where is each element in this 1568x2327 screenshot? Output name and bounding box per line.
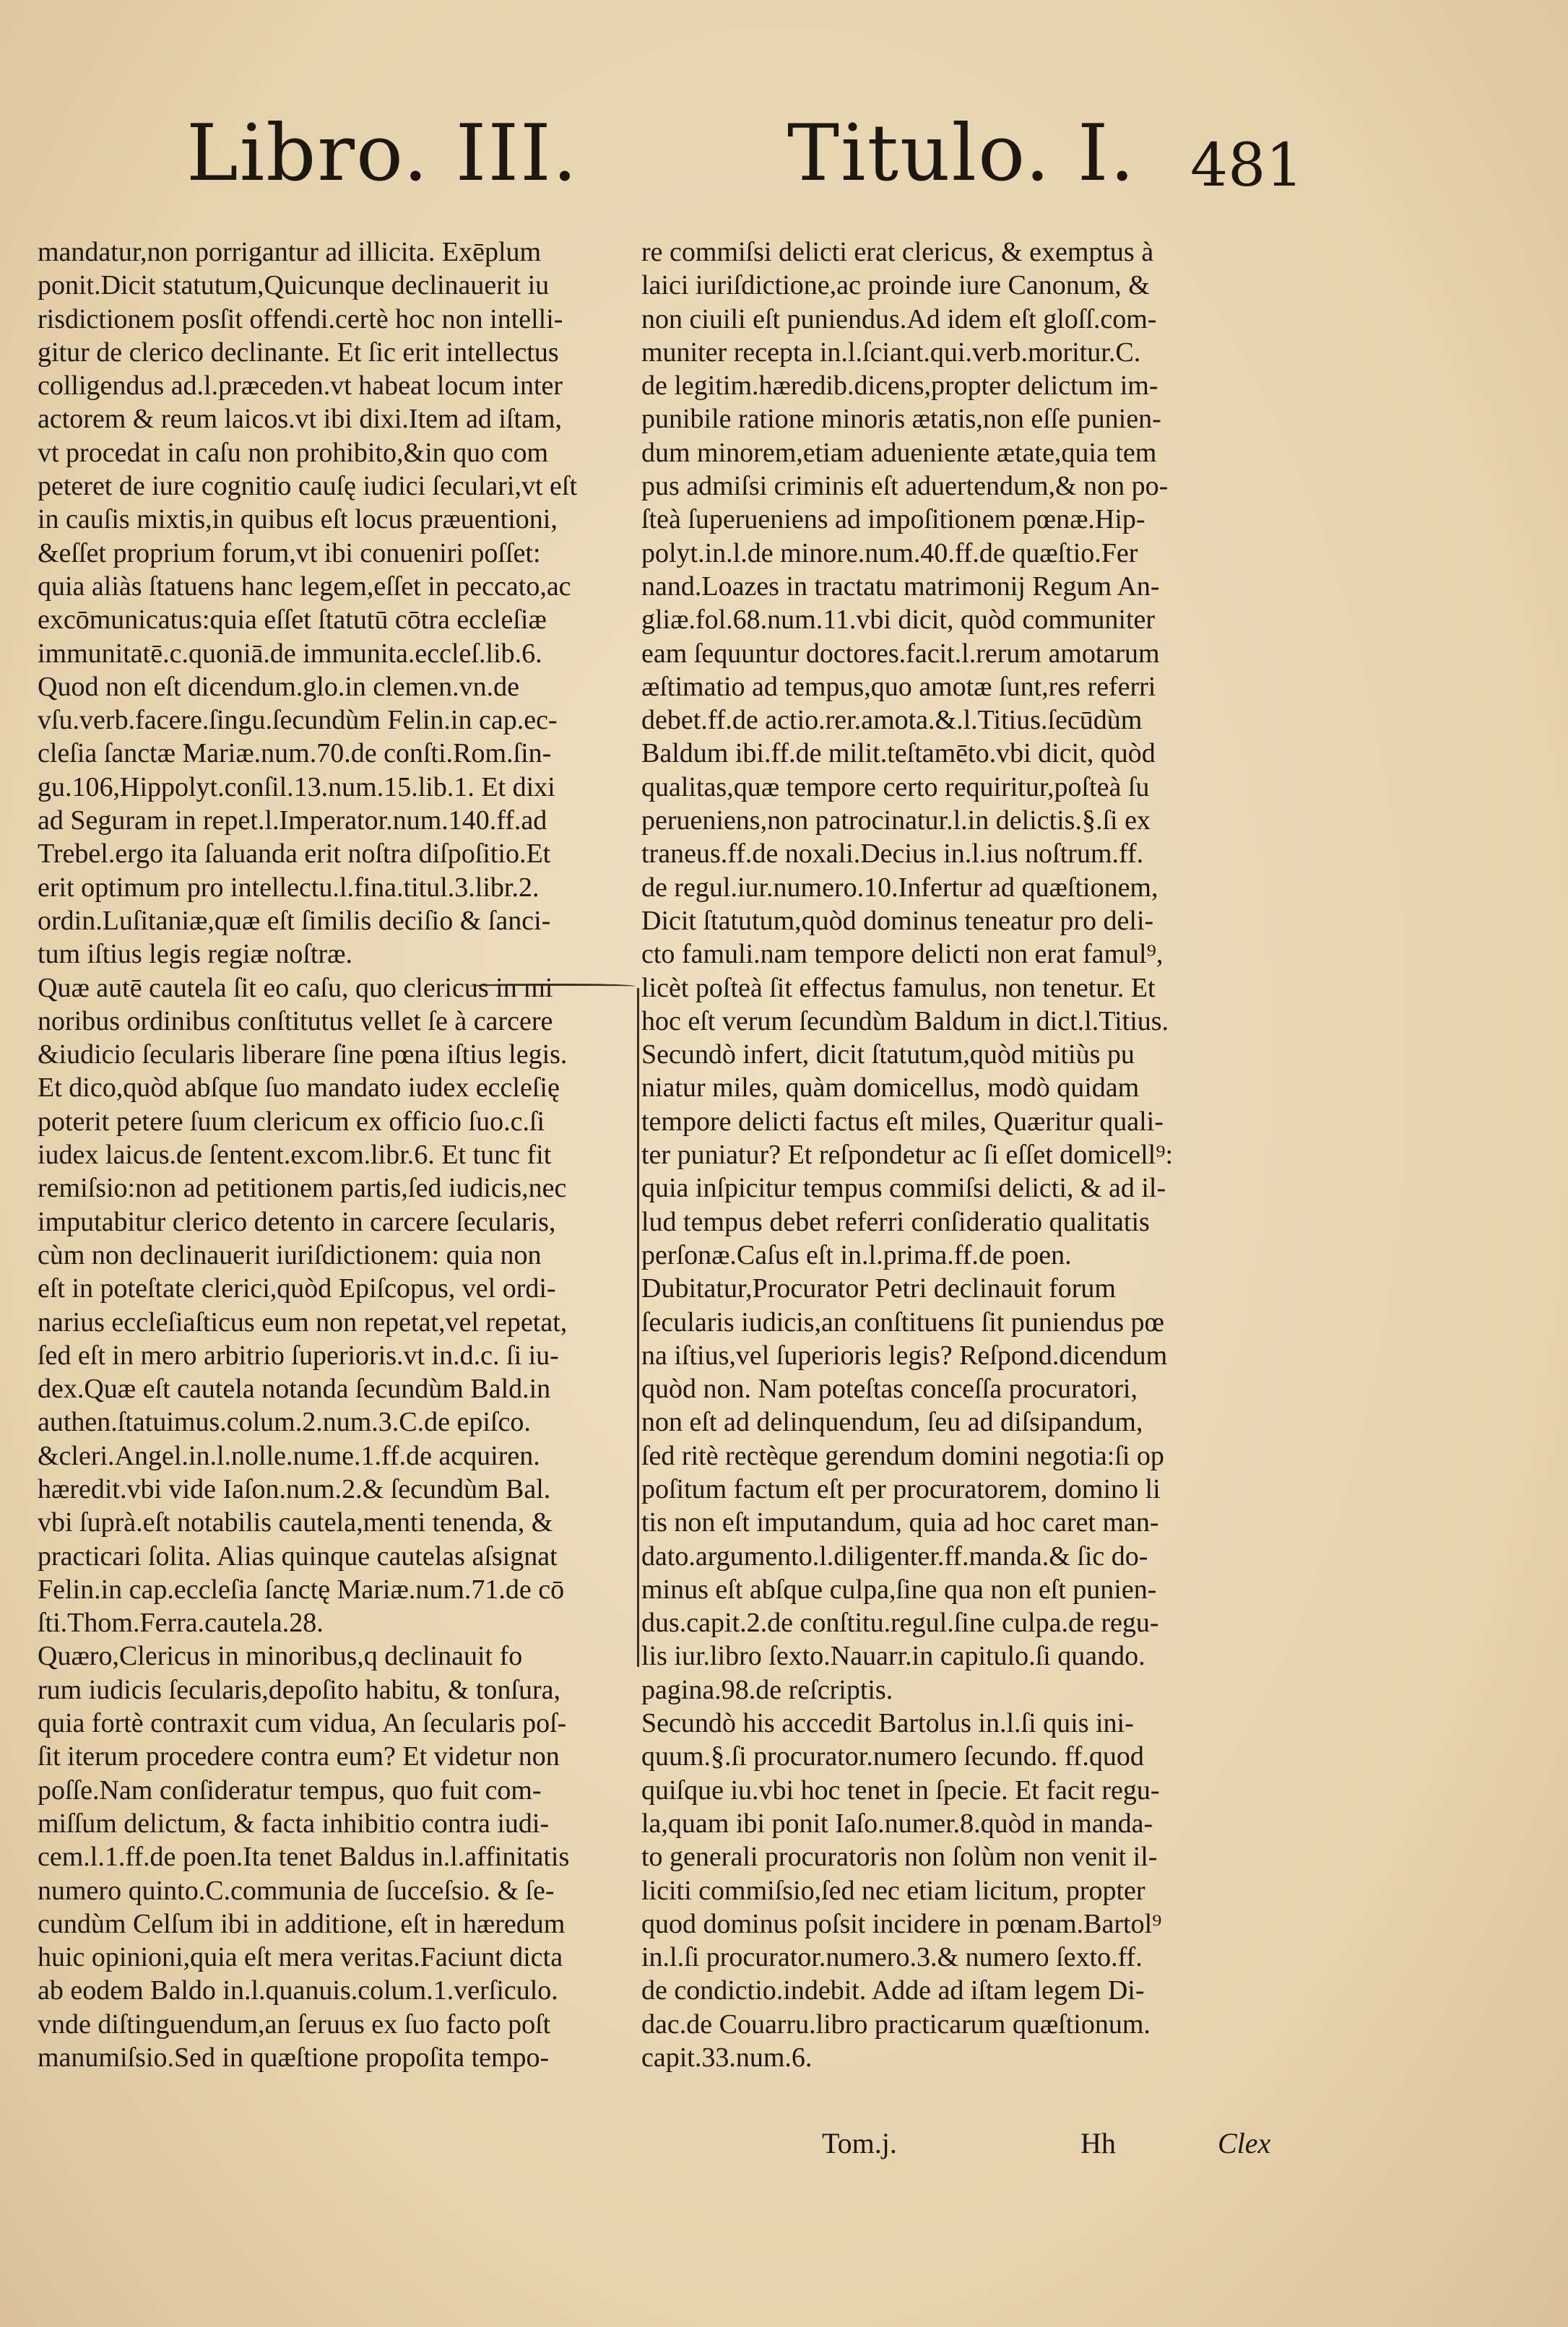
- text-line: imputabitur clerico detento in carcere ſecularis,: [38, 1206, 556, 1237]
- text-line: muniter recepta in.l.ſciant.qui.verb.moritur.C.: [641, 337, 1141, 368]
- text-line: de condictio.indebit. Adde ad iſtam legem Di-: [641, 1975, 1145, 2006]
- text-line: non eſt ad delinquendum, ſeu ad diſsipandum,: [641, 1407, 1143, 1438]
- text-line: ter puniatur? Et reſpondetur ac ſi eſſet domicell⁹:: [641, 1140, 1174, 1171]
- catchword: Clex: [1218, 2127, 1271, 2159]
- text-line: pus admiſsi criminis eſt aduertendum,& non po-: [641, 471, 1169, 502]
- text-line: polyt.in.l.de minore.num.40.ff.de quæſtio.Fer: [641, 537, 1138, 568]
- text-line: non ciuili eſt puniendus.Ad idem eſt gloſſ.com-: [641, 303, 1157, 334]
- text-line: risdictionem posſit offendi.certè hoc non intelli-: [38, 303, 563, 334]
- text-line: dex.Quæ eſt cautela notanda ſecundùm Bald.in: [38, 1374, 551, 1405]
- page-footer: [0, 2126, 1568, 2170]
- text-line: ſit iterum procedere contra eum? Et videtur non: [38, 1741, 560, 1772]
- text-line: in.l.ſi procurator.numero.3.& numero ſexto.ff.: [641, 1942, 1143, 1973]
- text-line: Secundò his acccedit Bartolus in.l.ſi quis ini-: [641, 1708, 1134, 1739]
- text-line: cùm non declinauerit iuriſdictionem: quia non: [38, 1239, 542, 1270]
- text-line: actorem & reum laicos.vt ibi dixi.Item ad iſtam,: [38, 404, 563, 435]
- text-line: &iudicio ſecularis liberare ſine pœna iſtius legis.: [38, 1039, 568, 1070]
- text-line: ſed ritè rectèque gerendum domini negotia:ſi op: [641, 1440, 1164, 1471]
- text-line: immunitatē.c.quoniā.de immunita.eccleſ.lib.6.: [38, 638, 542, 669]
- text-line: Et dico,quòd abſque ſuo mandato iudex eccleſię: [38, 1072, 560, 1104]
- text-line: hæredit.vbi vide Iaſon.num.2.& ſecundùm Bal.: [38, 1473, 551, 1504]
- text-line: &cleri.Angel.in.l.nolle.nume.1.ff.de acquiren.: [38, 1440, 540, 1471]
- text-line: eſt in poteſtate clerici,quòd Epiſcopus, vel ordi-: [38, 1273, 556, 1304]
- text-line: liciti commiſsio,ſed nec etiam licitum, propter: [641, 1875, 1145, 1906]
- text-line: iudex laicus.de ſentent.excom.libr.6. Et tunc fit: [38, 1140, 552, 1171]
- header-book-label: Libro. III.: [186, 108, 579, 199]
- text-line: æſtimatio ad tempus,quo amotæ ſunt,res referri: [641, 671, 1156, 702]
- running-header: [0, 108, 1568, 224]
- text-line: Secundò infert, dicit ſtatutum,quòd mitiùs pu: [641, 1039, 1135, 1070]
- text-line: tempore delicti factus eſt miles, Quæritur quali-: [641, 1106, 1164, 1137]
- text-line: lis iur.libro ſexto.Nauarr.in capitulo.ſi quando.: [641, 1641, 1145, 1672]
- text-line: cleſia ſanctæ Mariæ.num.70.de conſti.Rom.ſin-: [38, 738, 552, 769]
- text-line: perueniens,non patrocinatur.l.in delictis.§.ſi ex: [641, 805, 1151, 836]
- text-line: erit optimum pro intellectu.l.fina.titul.3.libr.2.: [38, 872, 540, 903]
- text-line: excōmunicatus:quia eſſet ſtatutū cōtra eccleſiæ: [38, 604, 547, 636]
- text-line: na iſtius,vel ſuperioris legis? Reſpond.dicendum: [641, 1340, 1168, 1371]
- text-line: ponit.Dicit statutum,Quicunque declinauerit iu: [38, 270, 550, 301]
- text-line: debet.ff.de actio.rer.amota.&.l.Titius.ſecūdùm: [641, 705, 1143, 736]
- text-line: &eſſet proprium forum,vt ibi conueniri poſſet:: [38, 537, 541, 568]
- text-line: dum minorem,etiam adueniente ætate,quia tem: [641, 437, 1157, 468]
- text-line: gitur de clerico declinante. Et ſic erit intellectus: [38, 337, 559, 368]
- text-line: manumiſsio.Sed in quæſtione propoſita tempo-: [38, 2042, 550, 2074]
- text-line: Trebel.ergo ita ſaluanda erit noſtra diſpoſitio.Et: [38, 838, 551, 870]
- text-line: nand.Loazes in tractatu matrimonij Regum An-: [641, 571, 1160, 602]
- text-line: qualitas,quæ tempore certo requiritur,poſteà ſu: [641, 771, 1150, 802]
- text-line: traneus.ff.de noxali.Decius in.l.ius noſtrum.ff.: [641, 838, 1144, 870]
- text-line: ſed eſt in mero arbitrio ſuperioris.vt in.d.c. ſi iu-: [38, 1340, 559, 1371]
- text-line: cem.l.1.ff.de poen.Ita tenet Baldus in.l.affinitatis: [38, 1842, 570, 1873]
- text-line: perſonæ.Caſus eſt in.l.prima.ff.de poen.: [641, 1239, 1072, 1270]
- text-line: ſecularis iudicis,an conſtituens ſit puniendus pœ: [641, 1306, 1164, 1338]
- text-line: tis non eſt imputandum, quia ad hoc caret man-: [641, 1507, 1159, 1538]
- page-number: 481: [1190, 131, 1304, 200]
- text-line: ordin.Luſitaniæ,quæ eſt ſimilis deciſio & ſanci-: [38, 905, 551, 936]
- text-line: gliæ.fol.68.num.11.vbi dicit, quòd communiter: [641, 604, 1156, 636]
- text-line: niatur miles, quàm domicellus, modò quidam: [641, 1072, 1140, 1104]
- text-line: quia aliàs ſtatuens hanc legem,eſſet in peccato,ac: [38, 571, 571, 602]
- text-line: quod dominus poſsit incidere in pœnam.Bartol⁹: [641, 1908, 1162, 1939]
- left-text-column: [38, 235, 615, 2074]
- text-line: ſti.Thom.Ferra.cautela.28.: [38, 1608, 324, 1639]
- text-line: quiſque iu.vbi hoc tenet in ſpecie. Et facit regu-: [641, 1774, 1160, 1806]
- text-line: narius eccleſiaſticus eum non repetat,vel repetat,: [38, 1306, 568, 1338]
- text-line: practicari ſolita. Alias quinque cautelas aſsignat: [38, 1540, 558, 1572]
- text-line: re commiſsi delicti erat clericus, & exemptus à: [641, 237, 1154, 267]
- text-line: Quæ autē cautela ſit eo caſu, quo clericus in mi: [38, 972, 553, 1003]
- text-line: gu.106,Hippolyt.conſil.13.num.15.lib.1. Et dixi: [38, 771, 555, 802]
- text-line: quia fortè contraxit cum vidua, An ſecularis poſ-: [38, 1708, 567, 1739]
- text-line: tum iſtius legis regiæ noſtræ.: [38, 939, 352, 970]
- text-line: remiſsio:non ad petitionem partis,ſed iudicis,nec: [38, 1173, 567, 1204]
- text-line: poſitum factum eſt per procuratorem, domino li: [641, 1473, 1161, 1504]
- text-line: to generali procuratoris non ſolùm non venit il-: [641, 1842, 1158, 1873]
- gathering-mark: Hh: [1080, 2127, 1116, 2159]
- text-line: de regul.iur.numero.10.Infertur ad quæſtionem,: [641, 872, 1158, 903]
- text-line: eam ſequuntur doctores.facit.l.rerum amotarum: [641, 638, 1160, 669]
- text-line: miſſum delictum, & facta inhibitio contra iudi-: [38, 1808, 550, 1839]
- text-line: dus.capit.2.de conſtitu.regul.ſine culpa.de regu-: [641, 1608, 1159, 1639]
- text-line: numero quinto.C.communia de ſucceſsio. & ſe-: [38, 1875, 555, 1906]
- text-line: peteret de iure cognitio cauſę iudici ſeculari,vt eſt: [38, 471, 578, 502]
- right-text-column: [641, 235, 1291, 2074]
- text-line: la,quam ibi ponit Iaſo.numer.8.quòd in manda-: [641, 1808, 1153, 1839]
- text-line: licèt poſteà ſit effectus famulus, non tenetur. Et: [641, 972, 1156, 1003]
- text-line: hoc eſt verum ſecundùm Baldum in dict.l.Titius.: [641, 1005, 1169, 1036]
- text-line: Dicit ſtatutum,quòd dominus teneatur pro deli-: [641, 905, 1154, 936]
- text-line: in cauſis mixtis,in quibus eſt locus præuentioni,: [38, 504, 558, 535]
- text-line: mandatur,non porrigantur ad illicita. Exēplum: [38, 237, 542, 267]
- text-line: Felin.in cap.eccleſia ſanctę Mariæ.num.71.de cō: [38, 1574, 565, 1605]
- text-line: quòd non. Nam poteſtas conceſſa procuratori,: [641, 1374, 1138, 1405]
- text-line: vſu.verb.facere.ſingu.ſecundùm Felin.in cap.ec-: [38, 705, 558, 736]
- text-line: poſſe.Nam conſideratur tempus, quo fuit com-: [38, 1774, 542, 1806]
- text-line: Dubitatur,Procurator Petri declinauit forum: [641, 1273, 1116, 1304]
- text-line: authen.ſtatuimus.colum.2.num.3.C.de epiſco.: [38, 1407, 531, 1438]
- text-line: quum.§.ſi procurator.numero ſecundo. ff.quod: [641, 1741, 1144, 1772]
- volume-signature: Tom.j.: [822, 2127, 897, 2159]
- margin-bracket-top: [469, 984, 636, 990]
- text-line: pagina.98.de reſcriptis.: [641, 1674, 893, 1705]
- text-line: ab eodem Baldo in.l.quanuis.colum.1.verſiculo.: [38, 1975, 558, 2006]
- text-line: ſteà ſuperueniens ad impoſitionem pœnæ.Hip-: [641, 504, 1145, 535]
- text-line: vnde diſtinguendum,an ſeruus ex ſuo facto poſt: [38, 2008, 551, 2040]
- text-line: ad Seguram in repet.l.Imperator.num.140.ff.ad: [38, 805, 547, 836]
- text-line: Quæro,Clericus in minoribus,q declinauit fo: [38, 1641, 523, 1672]
- text-line: huic opinioni,quia eſt mera veritas.Faciunt dicta: [38, 1942, 563, 1973]
- text-line: noribus ordinibus conſtitutus vellet ſe à carcere: [38, 1005, 553, 1036]
- text-line: rum iudicis ſecularis,depoſito habitu, & tonſura,: [38, 1674, 560, 1705]
- text-line: colligendus ad.l.præceden.vt habeat locum inter: [38, 370, 563, 402]
- text-line: Quod non eſt dicendum.glo.in clemen.vn.de: [38, 671, 519, 702]
- text-line: quia inſpicitur tempus commiſsi delicti, & ad il-: [641, 1173, 1166, 1204]
- text-line: dac.de Couarru.libro practicarum quæſtionum.: [641, 2008, 1151, 2040]
- text-line: laici iuriſdictione,ac proinde iure Canonum, &: [641, 270, 1150, 301]
- header-title-label: Titulo. I.: [787, 108, 1136, 199]
- text-line: punibile ratione minoris ætatis,non eſſe punien-: [641, 404, 1161, 435]
- text-line: poterit petere ſuum clericum ex officio ſuo.c.ſi: [38, 1106, 545, 1137]
- text-line: capit.33.num.6.: [641, 2042, 813, 2074]
- text-line: dato.argumento.l.diligenter.ff.manda.& ſic do-: [641, 1540, 1148, 1572]
- text-line: minus eſt abſque culpa,ſine qua non eſt punien-: [641, 1574, 1157, 1605]
- text-line: vbi ſuprà.eſt notabilis cautela,menti tenenda, &: [38, 1507, 553, 1538]
- text-line: cto famuli.nam tempore delicti non erat famul⁹,: [641, 939, 1164, 970]
- text-line: Baldum ibi.ff.de milit.teſtamēto.vbi dicit, quòd: [641, 738, 1156, 769]
- text-line: de legitim.hæredib.dicens,propter delictum im-: [641, 370, 1158, 402]
- text-line: cundùm Celſum ibi in additione, eſt in hæredum: [38, 1908, 566, 1939]
- margin-bracket-side: [630, 988, 639, 1667]
- text-line: lud tempus debet referri conſideratio qualitatis: [641, 1206, 1150, 1237]
- text-line: vt procedat in caſu non prohibito,&in quo com: [38, 437, 549, 468]
